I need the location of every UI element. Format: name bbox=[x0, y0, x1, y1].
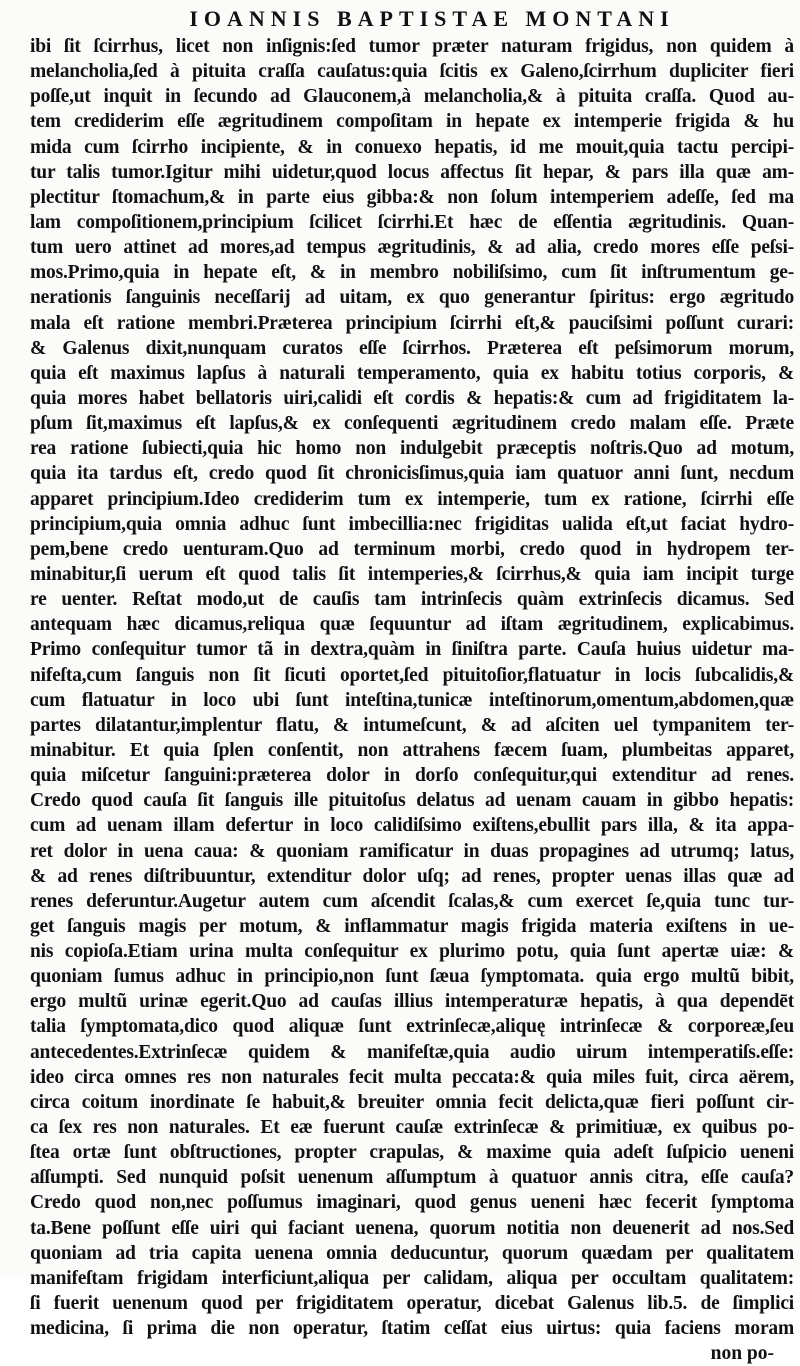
catchword: non po- bbox=[710, 1343, 774, 1365]
text-line: mala eſt ratione membri.Præterea principium ſcirrhi eſt,& pauciſsimi poſſunt curari: bbox=[30, 312, 794, 334]
text-line: ibi ſit ſcirrhus, licet non inſignis:ſed tumor præter naturam frigidus, non quidem à bbox=[30, 36, 794, 57]
text-line: cum ad uenam illam defertur in loco calidiſsimo exiſtens,ebullit pars illa, & ita appa- bbox=[30, 815, 794, 837]
text-line: nerationis ſanguinis neceſſarij ad uitam, ex quo generantur ſpiritus: ergo ægritudo bbox=[30, 287, 794, 309]
text-line: aſſumpti. Sed nunquid poſsit uenenum aſſumptum à quatuor annis citra, eſſe cauſa? bbox=[30, 1167, 794, 1189]
text-line: ret dolor in uena caua: & quoniam ramificatur in duas propagines ad utrumq; latus, bbox=[30, 840, 794, 862]
text-line: poſſe,ut inquit in ſecundo ad Glauconem,à melancholia,& à pituita craſſa. Quod au- bbox=[30, 86, 794, 108]
text-line: tur talis tumor.Igitur mihi uidetur,quod locus affectus ſit hepar, & pars illa quæ am- bbox=[30, 161, 794, 183]
text-line: antecedentes.Extrinſecæ quidem & manifeſtæ,quia audio uirum intemperatiſs.eſſe: bbox=[30, 1041, 794, 1063]
text-line: mida cum ſcirrho incipiente, & in conuexo hepatis, id me mouit,quia tactu percipi- bbox=[30, 136, 794, 158]
text-line: get ſanguis magis per motum, & inflammatur magis frigida materia exiſtens in ue- bbox=[30, 915, 794, 937]
text-line: circa coitum inordinate ſe habuit,& breuiter omnia fecit delicta,quæ fieri poſſunt cir- bbox=[30, 1091, 794, 1113]
text-line: Credo quod cauſa ſit ſanguis ille pituitoſus delatus ad uenam cauam in gibbo hepatis: bbox=[30, 790, 794, 812]
text-line: tem crediderim eſſe ægritudinem compoſitam in hepate ex intemperie frigida & hu bbox=[30, 111, 794, 133]
text-line: ca ſex res non naturales. Et eæ fuerunt cauſæ extrinſecæ & primitiuæ, ex quibus po- bbox=[30, 1117, 794, 1139]
text-line: rea ratione ſubiecti,quia hic homo non indulgebit præceptis noſtris.Quo ad motum, bbox=[30, 438, 794, 460]
text-line: lam compoſitionem,principium ſcilicet ſcirrhi.Et hæc de eſſentia ægritudinis. Quan- bbox=[30, 211, 794, 233]
text-line: Credo quod non,nec poſſumus imaginari, quod genus ueneni hæc fecerit ſymptoma bbox=[30, 1192, 794, 1214]
text-line: principium,quia omnia adhuc ſunt imbecillia:nec frigiditas ualida eſt,ut faciat hydro- bbox=[30, 513, 794, 535]
text-line: talia ſymptomata,dico quod aliquæ ſunt extrinſecæ,aliquę intrinſecæ & corporeæ,ſeu bbox=[30, 1016, 794, 1038]
text-line: quia ita tardus eſt, credo quod ſit chronicisſimus,quia iam quatuor anni ſunt, necdum bbox=[30, 463, 794, 485]
text-line: minabitur. Et quia ſplen conſentit, non attrahens fæcem ſuam, plumbeitas apparet, bbox=[30, 739, 794, 761]
text-line: Primo conſequitur tumor tã in dextra,quàm in ſiniſtra parte. Cauſa huius uidetur ma- bbox=[30, 639, 794, 661]
text-line: & Galenus dixit,nunquam curatos eſſe ſcirrhos. Præterea eſt peſsimorum morum, bbox=[30, 337, 794, 359]
text-line: ſi fuerit uenenum quod per frigiditatem operatur, dicebat Galenus lib.5. de ſimplici bbox=[30, 1293, 794, 1315]
text-line: nifeſta,cum ſanguis non ſit ſicuti oportet,ſed pituitoſior,flatuatur in locis ſubcalidis,& bbox=[30, 664, 794, 686]
text-line: cum flatuatur in loco ubi ſunt inteſtina,tunicæ inteſtinorum,omentum,abdomen,quæ bbox=[30, 689, 794, 711]
text-line: melancholia,ſed à pituita craſſa cauſatus:quia ſcitis ex Galeno,ſcirrhum dupliciter fieri bbox=[30, 61, 794, 83]
text-line: manifeſtam frigidam interficiunt,aliqua per calidam, aliqua per occultam qualitatem: bbox=[30, 1267, 794, 1289]
text-line: quia mores habet bellatoris uiri,calidi eſt cordis & hepatis:& cum ad frigiditatem la- bbox=[30, 387, 794, 409]
text-line: nis copioſa.Etiam urina multa conſequitur ex plurimo potu, quia ſunt apertæ uiæ: & bbox=[30, 941, 794, 963]
text-line: quoniam ad tria capita uenena omnia deducuntur, quorum quædam per qualitatem bbox=[30, 1242, 794, 1264]
text-line: plectitur ſtomachum,& in parte eius gibba:& non ſolum intemperiem adeſſe, ſed ma bbox=[30, 186, 794, 208]
text-line: quia eſt maximus lapſus à naturali temperamento, quia ex habitu totius corporis, & bbox=[30, 362, 794, 384]
text-line: quoniam ſumus adhuc in principio,non ſunt ſæua ſymptomata. quia ergo multũ bibit, bbox=[30, 966, 794, 988]
text-line: pſum ſit,maximus eſt lapſus,& ex conſequenti ægritudinem credo malam eſſe. Præte bbox=[30, 413, 794, 435]
text-line: ideo circa omnes res non naturales fecit multa peccata:& quia miles fuit, circa aërem, bbox=[30, 1066, 794, 1088]
running-head: IOANNIS BAPTISTAE MONTANI bbox=[189, 6, 675, 31]
text-line: pem,bene credo uenturam.Quo ad terminum morbi, credo quod in hydropem ter- bbox=[30, 538, 794, 560]
text-line: medicina, ſi prima die non operatur, ſtatim ceſſat eius uirtus: quia faciens moram bbox=[30, 1318, 794, 1340]
text-line: tum uero attinet ad mores,ad tempus ægritudinis, & ad alia, credo mores eſſe peſsi- bbox=[30, 237, 794, 259]
body-text bbox=[30, 34, 794, 1341]
text-line: ſtea ortæ ſunt obſtructiones, propter crapulas, & maxime quia adeſt ſuſpicio ueneni bbox=[30, 1142, 794, 1164]
text-line: renes deferuntur.Augetur autem cum aſcendit ſcalas,& cum exercet ſe,quia tunc tur- bbox=[30, 890, 794, 912]
text-line: apparet principium.Ideo crediderim tum ex intemperie, tum ex ratione, ſcirrhi eſſe bbox=[30, 488, 794, 510]
text-line: minabitur,ſi uerum eſt quod talis ſit intemperies,& ſcirrhus,& quia iam incipit turge bbox=[30, 563, 794, 585]
text-line: ergo multũ urinæ egerit.Quo ad cauſas illius intemperaturæ hepatis, à qua dependēt bbox=[30, 991, 794, 1013]
text-line: re uenter. Reſtat modo,ut de cauſis tam intrinſecis quàm extrinſecis dicamus. Sed bbox=[30, 589, 794, 611]
text-line: & ad renes diſtribuuntur, extenditur dolor uſq; ad renes, propter uenas illas quæ ad bbox=[30, 865, 794, 887]
text-line: mos.Primo,quia in hepate eſt, & in membro nobiliſsimo, cum ſit inſtrumentum ge- bbox=[30, 262, 794, 284]
text-line: ta.Bene poſſunt eſſe uiri qui faciant uenena, quorum notitia non deuenerit ad nos.Sed bbox=[30, 1217, 794, 1239]
text-line: partes dilatantur,implentur flatu, & intumeſcunt, & ad aſciten uel tympanitem ter- bbox=[30, 714, 794, 736]
text-line: quia miſcetur ſanguini:præterea dolor in dorſo conſequitur,qui extenditur ad renes. bbox=[30, 765, 794, 787]
text-line: antequam hæc dicamus,reliqua quæ ſequuntur ad iſtam ægritudinem, explicabimus. bbox=[30, 614, 794, 636]
